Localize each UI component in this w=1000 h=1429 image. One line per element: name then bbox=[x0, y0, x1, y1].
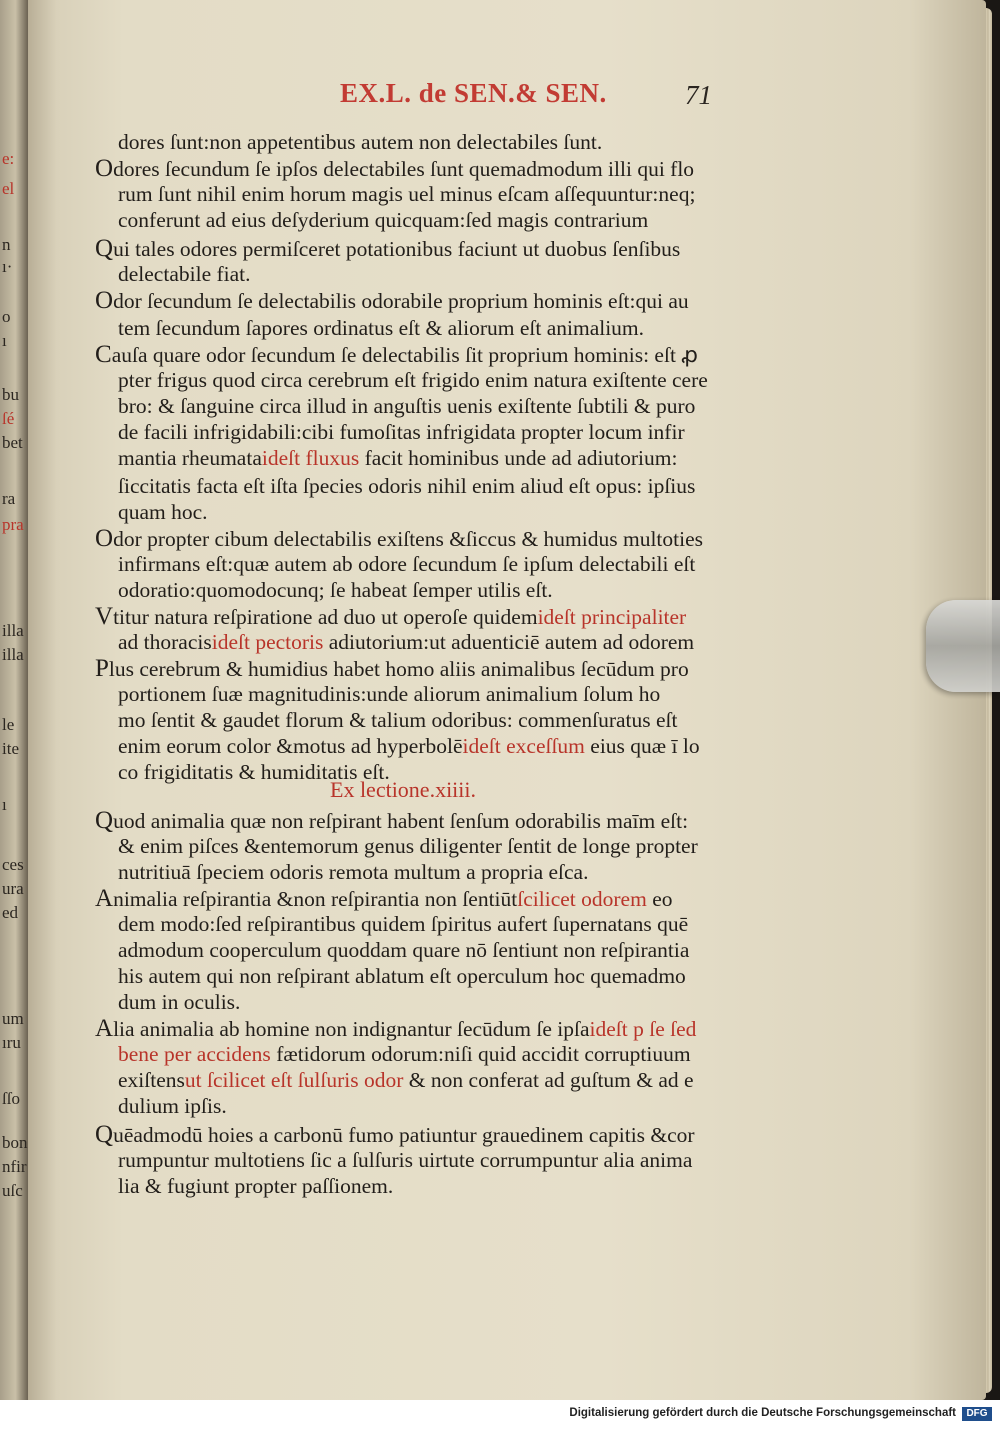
text-line bbox=[118, 630, 694, 655]
initial-capital: O bbox=[95, 155, 114, 182]
margin-fragment: el bbox=[2, 179, 15, 198]
text-line bbox=[118, 912, 688, 937]
text-line bbox=[95, 886, 672, 912]
text-line bbox=[118, 208, 648, 233]
text-line bbox=[118, 552, 695, 577]
margin-fragment: nfir bbox=[2, 1157, 27, 1176]
line-text: conferunt ad eius deſyderium quicquam:ſed magis contrarium bbox=[118, 208, 649, 232]
margin-fragment: uſc bbox=[2, 1181, 23, 1200]
gloss-annotation: ideſt principaliter bbox=[537, 605, 687, 629]
line-text: enim eorum color &motus ad hyperbolē bbox=[118, 734, 463, 758]
line-text: odoratio:quomodocunq; ſe habeat ſemper utilis eſt. bbox=[118, 578, 553, 602]
initial-capital: C bbox=[95, 341, 112, 368]
line-text: dulium ipſis. bbox=[118, 1094, 227, 1118]
line-text: lia animalia ab homine non indignantur ſecūdum ſe ipſa bbox=[113, 1017, 590, 1041]
dfg-logo: DFG bbox=[962, 1407, 992, 1421]
text-line bbox=[118, 316, 644, 341]
gloss-annotation: ideſt pectoris bbox=[211, 630, 324, 654]
text-line bbox=[95, 1016, 696, 1042]
initial-capital: A bbox=[95, 1015, 114, 1042]
text-line bbox=[118, 368, 708, 393]
text-line bbox=[95, 236, 680, 262]
margin-fragment: ıru bbox=[2, 1033, 21, 1052]
line-text: titur natura reſpiratione ad duo ut operoſe quidem bbox=[113, 605, 538, 629]
margin-fragment: pra bbox=[2, 515, 24, 534]
line-text: tem ſecundum ſapores ordinatus eſt & aliorum eſt animalium. bbox=[118, 316, 645, 340]
text-line bbox=[95, 808, 688, 834]
line-text: & enim piſces &entemorum genus diligenter ſentit de longe propter bbox=[118, 834, 698, 858]
line-text: dores ſunt:non appetentibus autem non delectabiles ſunt. bbox=[118, 130, 603, 154]
gloss-annotation: ideſt fluxus bbox=[261, 446, 360, 470]
initial-capital: Q bbox=[95, 1121, 114, 1148]
margin-fragment: e: bbox=[2, 149, 15, 168]
margin-fragment: bu bbox=[2, 385, 19, 404]
line-text: mo ſentit & gaudet florum & talium odoribus: commenſuratus eſt bbox=[118, 708, 678, 732]
text-line bbox=[118, 500, 208, 525]
line-text: dum in oculis. bbox=[118, 990, 241, 1014]
line-text-continued: eo bbox=[646, 887, 673, 911]
facing-page-edge bbox=[0, 0, 28, 1400]
text-line bbox=[118, 734, 700, 759]
initial-capital: O bbox=[95, 287, 114, 314]
margin-fragment: o bbox=[2, 307, 11, 326]
text-line bbox=[118, 394, 695, 419]
line-text: quam hoc. bbox=[118, 500, 208, 524]
margin-fragment: ed bbox=[2, 903, 19, 922]
line-text-continued: fætidorum odorum:niſi quid accidit corruptiuum bbox=[270, 1042, 691, 1066]
margin-fragment: illa bbox=[2, 645, 24, 664]
text-line bbox=[118, 708, 678, 733]
text-line bbox=[118, 682, 660, 707]
text-line bbox=[118, 938, 689, 963]
line-text: pter frigus quod circa cerebrum eſt frigido enim natura exiſtente cere bbox=[118, 368, 708, 392]
line-text: uēadmodū hoies a carbonū fumo patiuntur grauedinem capitis &cor bbox=[113, 1123, 695, 1147]
line-text: his autem qui non reſpirant ablatum eſt operculum hoc quemadmo bbox=[118, 964, 686, 988]
line-text: mantia rheumata bbox=[118, 446, 262, 470]
margin-fragment: le bbox=[2, 715, 15, 734]
text-line bbox=[118, 964, 686, 989]
text-line bbox=[118, 130, 602, 155]
line-text-continued: eius quæ ī lo bbox=[584, 734, 700, 758]
gloss-annotation: ut ſcilicet eſt ſulſuris odor bbox=[184, 1068, 404, 1092]
text-line bbox=[118, 420, 685, 445]
text-line bbox=[118, 446, 677, 471]
running-title: EX.L. de SEN.& SEN. bbox=[340, 78, 607, 108]
text-line bbox=[95, 656, 689, 682]
text-line bbox=[118, 262, 251, 287]
line-text: lia & fugiunt propter paſſionem. bbox=[118, 1174, 394, 1198]
line-text: dores ſecundum ſe ipſos delectabiles ſunt quemadmodum illi qui flo bbox=[113, 157, 695, 181]
footer-bar bbox=[0, 1400, 1000, 1429]
line-text-continued: facit hominibus unde ad adiutorium: bbox=[359, 446, 678, 470]
text-line bbox=[95, 288, 689, 314]
line-text: dor ſecundum ſe delectabilis odorabile proprium hominis eſt:qui au bbox=[113, 289, 689, 313]
line-text: co frigiditatis & humiditatis eſt. bbox=[118, 760, 390, 784]
gloss-annotation: ideſt p ſe ſed bbox=[589, 1017, 697, 1041]
line-text: rumpuntur multotiens ſic a ſulſuris uirtute corrumpuntur alia anima bbox=[118, 1148, 693, 1172]
initial-capital: Q bbox=[95, 807, 114, 834]
line-text: de facili infrigidabili:cibi fumoſitas infrigidata propter locum infir bbox=[118, 420, 685, 444]
text-line bbox=[118, 860, 588, 885]
margin-fragment: ura bbox=[2, 879, 24, 898]
gloss-annotation: ſcilicet odorem bbox=[517, 887, 647, 911]
gloss-annotation: ideſt exceſſum bbox=[462, 734, 585, 758]
margin-fragment: n bbox=[2, 235, 11, 254]
line-text: exiſtens bbox=[118, 1068, 185, 1092]
footer-credit: Digitalisierung gefördert durch die Deutsche Forschungsgemeinschaft bbox=[569, 1407, 956, 1419]
book-clasp bbox=[926, 600, 1000, 692]
text-line bbox=[118, 578, 553, 603]
line-text: ſiccitatis facta eſt iſta ſpecies odoris nihil enim aliud eſt opus: ipſius bbox=[118, 474, 696, 498]
text-line bbox=[118, 182, 695, 207]
gloss-annotation: bene per accidens bbox=[118, 1042, 271, 1066]
line-text: ad thoracis bbox=[118, 630, 212, 654]
margin-fragment: bet bbox=[2, 433, 23, 452]
margin-fragment: ſſo bbox=[2, 1089, 20, 1108]
line-text: rum ſunt nihil enim horum magis uel minus eſcam aſſequuntur:neq; bbox=[118, 182, 696, 206]
margin-fragment: ces bbox=[2, 855, 24, 874]
text-line bbox=[118, 1094, 227, 1119]
line-text: dor propter cibum delectabilis exiſtens &ſiccus & humidus multoties bbox=[113, 527, 704, 551]
margin-fragment: um bbox=[2, 1009, 24, 1028]
margin-fragment: ra bbox=[2, 489, 16, 508]
line-text: portionem ſuæ magnitudinis:unde aliorum animalium ſolum ho bbox=[118, 682, 661, 706]
text-line bbox=[118, 1042, 691, 1067]
line-text: admodum cooperculum quoddam quare nō ſentiunt non reſpirantia bbox=[118, 938, 690, 962]
text-line bbox=[95, 1122, 695, 1148]
initial-capital: P bbox=[95, 655, 109, 682]
line-text: delectabile fiat. bbox=[118, 262, 251, 286]
text-line bbox=[118, 1068, 694, 1093]
line-text: nutritiuā ſpeciem odoris remota multum a propria eſca. bbox=[118, 860, 589, 884]
text-line bbox=[118, 1148, 692, 1173]
line-text: bro: & ſanguine circa illud in anguſtis uenis exiſtente ſubtili & puro bbox=[118, 394, 696, 418]
initial-capital: O bbox=[95, 525, 114, 552]
line-text: infirmans eſt:quæ autem ab odore ſecundum ſe ipſum delectabili eſt bbox=[118, 552, 696, 576]
initial-capital: V bbox=[95, 603, 114, 630]
text-line bbox=[118, 834, 698, 859]
margin-fragment: illa bbox=[2, 621, 24, 640]
page-number: 71 bbox=[685, 80, 712, 110]
line-text-continued: & non conferat ad guſtum & ad e bbox=[403, 1068, 694, 1092]
initial-capital: Q bbox=[95, 235, 114, 262]
initial-capital: A bbox=[95, 885, 114, 912]
text-line bbox=[118, 474, 695, 499]
line-text: dem modo:ſed reſpirantibus quidem ſpiritus aufert ſupernatans quē bbox=[118, 912, 689, 936]
line-text: lus cerebrum & humidius habet homo aliis animalibus ſecūdum pro bbox=[108, 657, 689, 681]
line-text: nimalia reſpirantia &non reſpirantia non ſentiūt bbox=[113, 887, 518, 911]
margin-fragment: ı· bbox=[2, 257, 13, 276]
margin-fragment: bon bbox=[2, 1133, 28, 1152]
text-line bbox=[95, 526, 703, 552]
margin-fragment: ı bbox=[2, 331, 7, 350]
section-heading: Ex lectione.xiiii. bbox=[330, 777, 477, 802]
margin-fragment: ite bbox=[2, 739, 19, 758]
line-text: auſa quare odor ſecundum ſe delectabilis ſit proprium hominis: eſt ꝓ bbox=[111, 343, 698, 367]
line-text: uod animalia quæ non reſpirant habent ſenſum odorabilis maīm eſt: bbox=[113, 809, 689, 833]
text-line bbox=[118, 1174, 393, 1199]
text-line bbox=[95, 342, 698, 368]
text-line bbox=[95, 156, 694, 182]
line-text: ui tales odores permiſceret potationibus faciunt ut duobus ſenſibus bbox=[113, 237, 681, 261]
margin-fragment: ſé bbox=[2, 409, 15, 428]
text-line bbox=[95, 604, 686, 630]
margin-fragment: ı bbox=[2, 795, 7, 814]
line-text-continued: adiutorium:ut aduenticiē autem ad odorem bbox=[323, 630, 695, 654]
text-line bbox=[118, 990, 240, 1015]
